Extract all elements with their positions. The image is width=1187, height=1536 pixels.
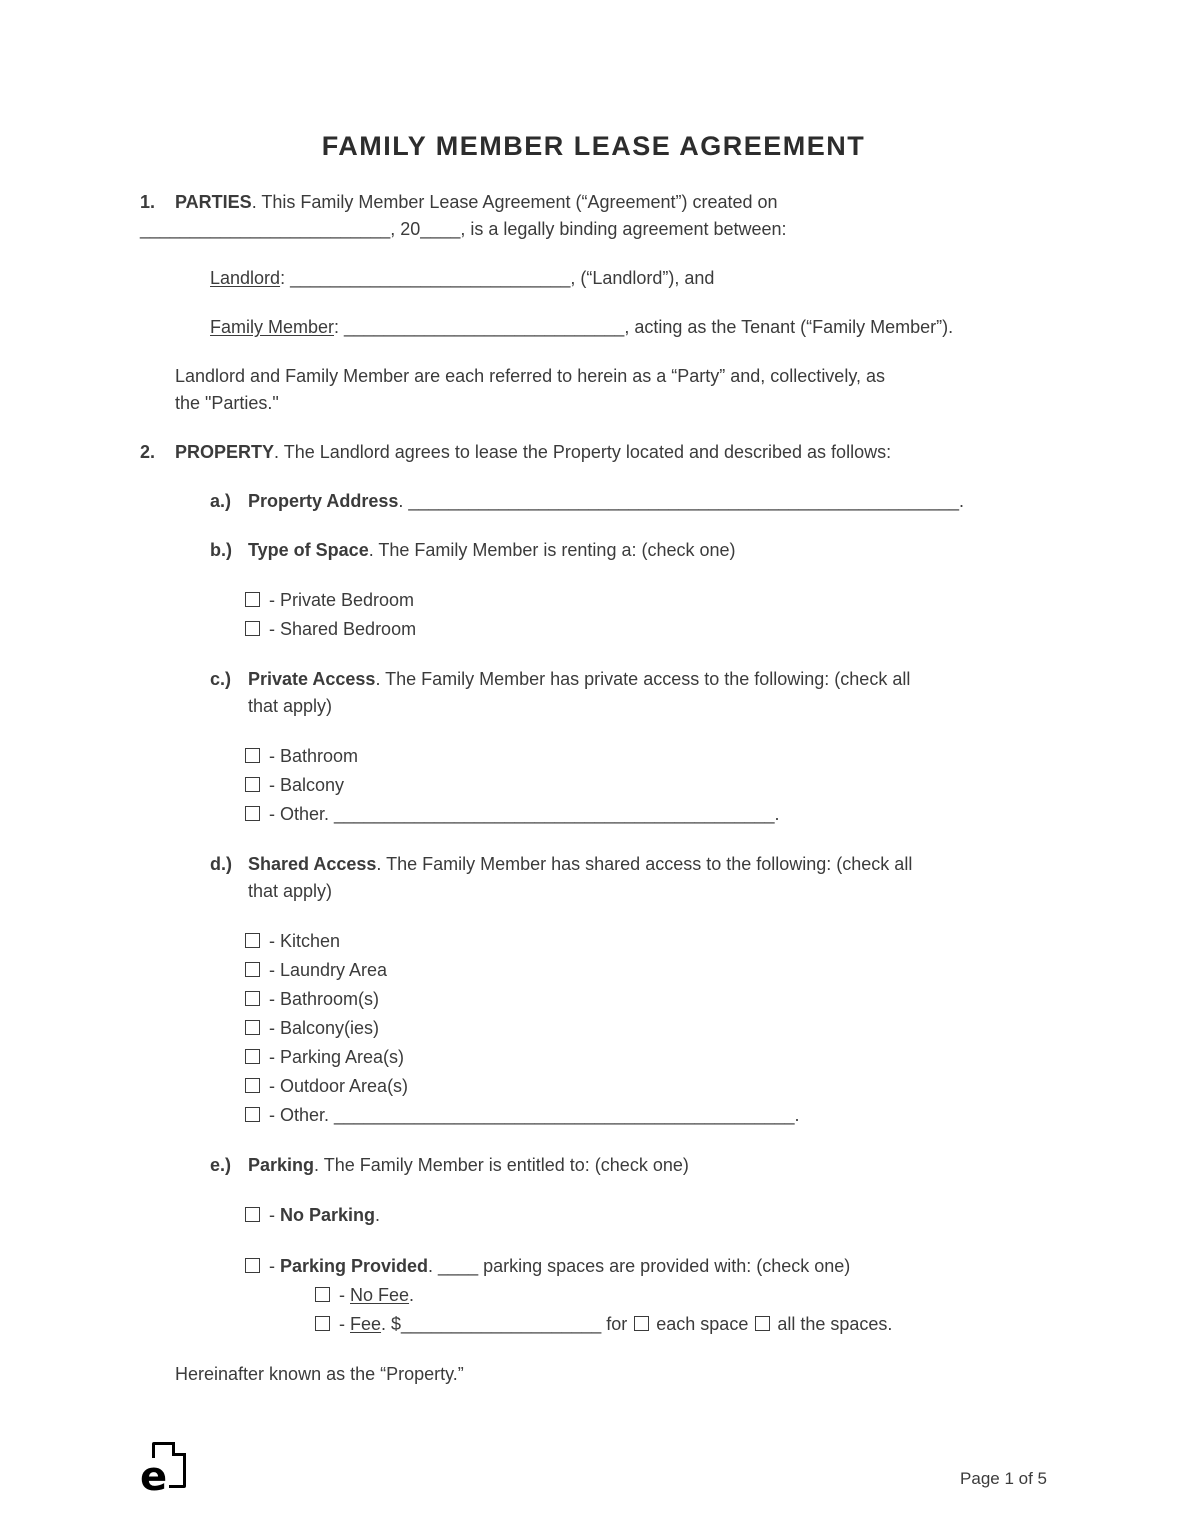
checkbox-label — [269, 1205, 380, 1225]
private-access-options — [245, 742, 1047, 829]
type-of-space-text — [248, 537, 1047, 564]
checkbox-icon[interactable] — [245, 962, 260, 977]
landlord-blank: : ____________________________, (“Landlord”), and — [280, 268, 715, 288]
checkbox-icon[interactable] — [315, 1316, 330, 1331]
checkbox-option-bathroom[interactable] — [245, 742, 1047, 771]
parking-provided-option-list — [245, 1252, 1047, 1281]
collective-text-line1: Landlord and Family Member are each referred to herein as a “Party” and, collectively, as — [175, 366, 885, 386]
checkbox-option-parking-areas[interactable] — [245, 1043, 1047, 1072]
checkbox-label: - Laundry Area — [269, 960, 388, 980]
family-member-blank: : ____________________________, acting as the Tenant (“Family Member”). — [334, 317, 954, 337]
checkbox-icon[interactable] — [245, 806, 260, 821]
checkbox-icon[interactable] — [245, 1078, 260, 1093]
no-fee-underlined: No Fee — [350, 1285, 410, 1305]
checkbox-label — [269, 1256, 850, 1276]
fee-all-spaces-label: all the spaces. — [777, 1314, 893, 1334]
parking-fee-sub-options — [315, 1281, 1047, 1339]
fee-amount-blank[interactable]: . $____________________ for — [381, 1314, 628, 1334]
checkbox-icon[interactable] — [245, 1049, 260, 1064]
checkbox-label: - Kitchen — [269, 931, 341, 951]
checkbox-option-bathrooms[interactable] — [245, 985, 1047, 1014]
section-parties — [140, 189, 1047, 417]
parties-intro-paragraph — [140, 189, 1047, 243]
checkbox-label: - Parking Area(s) — [269, 1047, 405, 1067]
item-letter: a.) — [210, 491, 232, 511]
checkbox-icon[interactable] — [245, 991, 260, 1006]
checkbox-icon[interactable] — [245, 1207, 260, 1222]
collective-text-line2: the "Parties." — [175, 393, 279, 413]
checkbox-icon[interactable] — [245, 621, 260, 636]
checkbox-label: - Outdoor Area(s) — [269, 1076, 409, 1096]
section-number: 2. — [140, 442, 156, 462]
checkbox-label: - Private Bedroom — [269, 590, 415, 610]
eforms-logo-letter: e — [140, 1454, 168, 1500]
no-parking-dash: - — [269, 1205, 280, 1225]
checkbox-label: - Other. ____________________________________________. — [269, 804, 780, 824]
checkbox-label: - Balcony — [269, 775, 345, 795]
section-number: 1. — [140, 192, 156, 212]
checkbox-icon[interactable] — [245, 933, 260, 948]
fee-each-space-label: each space — [656, 1314, 749, 1334]
item-letter: b.) — [210, 540, 232, 560]
shared-access-instruction-line2: that apply) — [248, 881, 333, 901]
landlord-line — [210, 265, 1047, 292]
type-of-space-title: Type of Space — [248, 540, 369, 560]
checkbox-icon[interactable] — [245, 777, 260, 792]
shared-access-instruction-line1: . The Family Member has shared access to the following: (check all — [376, 854, 913, 874]
parking-provided-dash: - — [269, 1256, 280, 1276]
parties-intro-blank-line: _________________________, 20____, is a legally binding agreement between: — [140, 219, 787, 239]
shared-access-options — [245, 927, 1047, 1130]
folded-corner-icon — [172, 1442, 186, 1456]
private-access-title: Private Access — [248, 669, 376, 689]
checkbox-icon[interactable] — [245, 592, 260, 607]
parties-collective-paragraph — [175, 363, 1047, 417]
item-letter: c.) — [210, 669, 232, 689]
checkbox-icon-all-spaces[interactable] — [755, 1316, 770, 1331]
checkbox-label — [339, 1314, 892, 1334]
item-parking — [210, 1152, 1047, 1339]
no-parking-bold: No Parking — [280, 1205, 376, 1225]
checkbox-icon[interactable] — [245, 1107, 260, 1122]
type-of-space-options — [245, 586, 1047, 644]
property-intro-text: . The Landlord agrees to lease the Property located and described as follows: — [274, 442, 892, 462]
type-of-space-instruction: . The Family Member is renting a: (check one) — [368, 540, 736, 560]
checkbox-option-private-bedroom[interactable] — [245, 586, 1047, 615]
family-member-line — [210, 314, 1047, 341]
eforms-logo — [140, 1442, 188, 1500]
checkbox-option-other-private[interactable] — [245, 800, 1047, 829]
property-address-blank[interactable]: . _______________________________________________________. — [398, 491, 964, 511]
checkbox-label: - Other. ______________________________________________. — [269, 1105, 800, 1125]
private-access-instruction-line2: that apply) — [248, 696, 333, 716]
private-access-instruction-line1: . The Family Member has private access to the following: (check all — [375, 669, 911, 689]
item-shared-access — [210, 851, 1047, 1130]
checkbox-icon[interactable] — [315, 1287, 330, 1302]
fee-underlined: Fee — [350, 1314, 382, 1334]
checkbox-icon[interactable] — [245, 1020, 260, 1035]
parking-title: Parking — [248, 1155, 315, 1175]
section-heading: PROPERTY — [175, 442, 275, 462]
checkbox-option-laundry-area[interactable] — [245, 956, 1047, 985]
fee-dash: - — [339, 1314, 350, 1334]
family-member-label: Family Member — [210, 317, 335, 337]
checkbox-label: - Bathroom — [269, 746, 359, 766]
checkbox-icon-each-space[interactable] — [634, 1316, 649, 1331]
checkbox-option-no-parking[interactable] — [245, 1201, 1047, 1230]
section-property — [140, 439, 1047, 1388]
checkbox-option-kitchen[interactable] — [245, 927, 1047, 956]
parking-provided-bold: Parking Provided — [280, 1256, 429, 1276]
property-address-title: Property Address — [248, 491, 399, 511]
checkbox-label: - Shared Bedroom — [269, 619, 417, 639]
checkbox-label — [339, 1285, 414, 1305]
item-letter: d.) — [210, 854, 232, 874]
no-fee-dash: - — [339, 1285, 350, 1305]
shared-access-text — [248, 851, 1047, 905]
item-private-access — [210, 666, 1047, 829]
checkbox-option-shared-bedroom[interactable] — [245, 615, 1047, 644]
property-intro-paragraph — [140, 439, 1047, 466]
parties-intro-text: . This Family Member Lease Agreement (“Agreement”) created on — [251, 192, 778, 212]
checkbox-option-no-fee[interactable] — [315, 1281, 1047, 1310]
shared-access-title: Shared Access — [248, 854, 377, 874]
checkbox-label: - Balcony(ies) — [269, 1018, 380, 1038]
property-address-text — [248, 488, 1047, 515]
no-fee-period: . — [409, 1285, 415, 1305]
parking-text — [248, 1152, 1047, 1179]
item-type-of-space — [210, 537, 1047, 644]
parking-instruction: . The Family Member is entitled to: (check one) — [314, 1155, 689, 1175]
checkbox-option-outdoor-areas[interactable] — [245, 1072, 1047, 1101]
page-number: Page 1 of 5 — [960, 1469, 1047, 1488]
checkbox-option-other-shared[interactable] — [245, 1101, 1047, 1130]
item-property-address — [210, 488, 1047, 515]
property-closing-line: Hereinafter known as the “Property.” — [175, 1364, 464, 1384]
no-parking-period: . — [375, 1205, 381, 1225]
no-parking-option-list — [245, 1201, 1047, 1230]
checkbox-option-balcony[interactable] — [245, 771, 1047, 800]
section-heading: PARTIES — [175, 192, 252, 212]
checkbox-icon[interactable] — [245, 748, 260, 763]
checkbox-icon[interactable] — [245, 1258, 260, 1273]
checkbox-option-parking-provided[interactable] — [245, 1252, 1047, 1281]
checkbox-label: - Bathroom(s) — [269, 989, 380, 1009]
document-title: FAMILY MEMBER LEASE AGREEMENT — [321, 131, 866, 161]
item-letter: e.) — [210, 1155, 232, 1175]
checkbox-option-fee[interactable] — [315, 1310, 1047, 1339]
parking-provided-blank: . ____ parking spaces are provided with: (check one) — [428, 1256, 851, 1276]
landlord-label: Landlord — [210, 268, 281, 288]
checkbox-option-balconies[interactable] — [245, 1014, 1047, 1043]
private-access-text — [248, 666, 1047, 720]
